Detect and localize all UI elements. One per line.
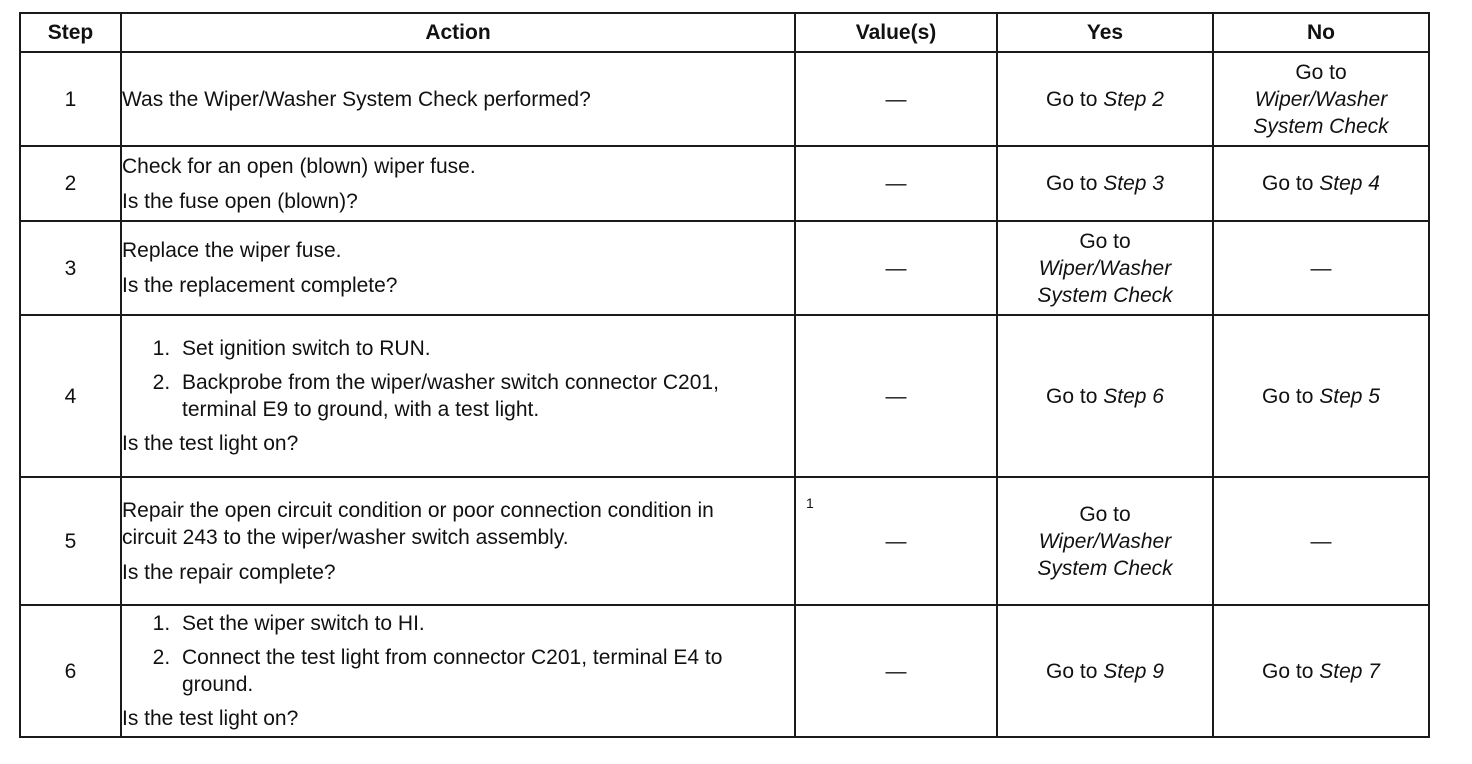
yes-link: Wiper/Washer System Check — [1037, 256, 1173, 307]
no-cell: — — [1213, 477, 1429, 605]
table-row — [20, 605, 1429, 737]
action-text: Repair the open circuit condition or poor connection condition in circuit 243 to the wiper/washer switch assembly. — [122, 498, 714, 549]
step-number: 4 — [20, 315, 121, 477]
header-step: Step — [20, 13, 121, 52]
action-cell — [121, 221, 795, 315]
action-text: Check for an open (blown) wiper fuse. — [122, 154, 476, 178]
table-row — [20, 52, 1429, 146]
yes-prefix: Go to — [1046, 172, 1104, 195]
list-item: 1. Set the wiper switch to HI. — [176, 610, 794, 637]
yes-prefix: Go to — [1046, 659, 1104, 683]
yes-cell — [997, 52, 1213, 146]
yes-link: Step 3 — [1103, 172, 1164, 195]
table-row — [20, 146, 1429, 221]
action-cell — [121, 315, 795, 477]
value-text: — — [885, 529, 907, 553]
yes-cell — [997, 477, 1213, 605]
action-question: Is the fuse open (blown)? — [122, 189, 358, 213]
no-cell: — — [1213, 221, 1429, 315]
no-cell — [1213, 605, 1429, 737]
list-item: 1. Set ignition switch to RUN. — [176, 335, 794, 362]
value-cell: — — [795, 146, 997, 221]
action-text: Was the Wiper/Washer System Check performed? — [122, 87, 591, 111]
value-cell: — — [795, 315, 997, 477]
yes-cell — [997, 605, 1213, 737]
action-question: Is the replacement complete? — [122, 274, 398, 297]
action-question: Is the test light on? — [122, 432, 299, 455]
yes-prefix: Go to — [1046, 384, 1104, 408]
value-cell: — — [795, 605, 997, 737]
no-prefix: Go to — [1295, 60, 1347, 84]
no-prefix: Go to — [1262, 384, 1320, 408]
action-cell — [121, 52, 795, 146]
action-cell — [121, 477, 795, 605]
yes-prefix: Go to — [1079, 502, 1131, 526]
no-link: Step 4 — [1319, 172, 1380, 195]
action-list — [122, 335, 794, 423]
yes-prefix: Go to — [1046, 87, 1104, 111]
header-yes: Yes — [997, 13, 1213, 52]
yes-cell — [997, 315, 1213, 477]
header-no: No — [1213, 13, 1429, 52]
value-cell: — — [795, 52, 997, 146]
no-prefix: Go to — [1262, 659, 1320, 683]
step-number: 3 — [20, 221, 121, 315]
diagnostic-table — [19, 12, 1430, 738]
action-text: Replace the wiper fuse. — [122, 239, 342, 262]
value-cell — [795, 477, 997, 605]
yes-cell — [997, 221, 1213, 315]
action-question: Is the test light on? — [122, 707, 299, 730]
no-cell — [1213, 315, 1429, 477]
yes-cell — [997, 146, 1213, 221]
action-cell — [121, 146, 795, 221]
no-cell — [1213, 52, 1429, 146]
table-row — [20, 477, 1429, 605]
yes-prefix: Go to — [1079, 229, 1131, 253]
value-note: 1 — [806, 495, 814, 511]
list-item: 2. Backprobe from the wiper/washer switch connector C201, terminal E9 to ground, with a test light. — [176, 369, 794, 423]
no-prefix: Go to — [1262, 172, 1320, 195]
no-link: Step 7 — [1319, 659, 1380, 683]
yes-link: Step 9 — [1103, 659, 1164, 683]
list-item: 2. Connect the test light from connector C201, terminal E4 to ground. — [176, 644, 794, 698]
value-cell: — — [795, 221, 997, 315]
action-list — [122, 610, 794, 698]
table-row — [20, 221, 1429, 315]
header-row — [20, 13, 1429, 52]
step-number: 5 — [20, 477, 121, 605]
header-action: Action — [121, 13, 795, 52]
header-values: Value(s) — [795, 13, 997, 52]
no-link: Wiper/Washer System Check — [1253, 87, 1389, 138]
step-number: 1 — [20, 52, 121, 146]
yes-link: Step 2 — [1103, 87, 1164, 111]
step-number: 2 — [20, 146, 121, 221]
table-row — [20, 315, 1429, 477]
action-cell — [121, 605, 795, 737]
step-number: 6 — [20, 605, 121, 737]
yes-link: Step 6 — [1103, 384, 1164, 408]
no-cell — [1213, 146, 1429, 221]
yes-link: Wiper/Washer System Check — [1037, 529, 1173, 580]
no-link: Step 5 — [1319, 384, 1380, 408]
action-question: Is the repair complete? — [122, 560, 336, 584]
